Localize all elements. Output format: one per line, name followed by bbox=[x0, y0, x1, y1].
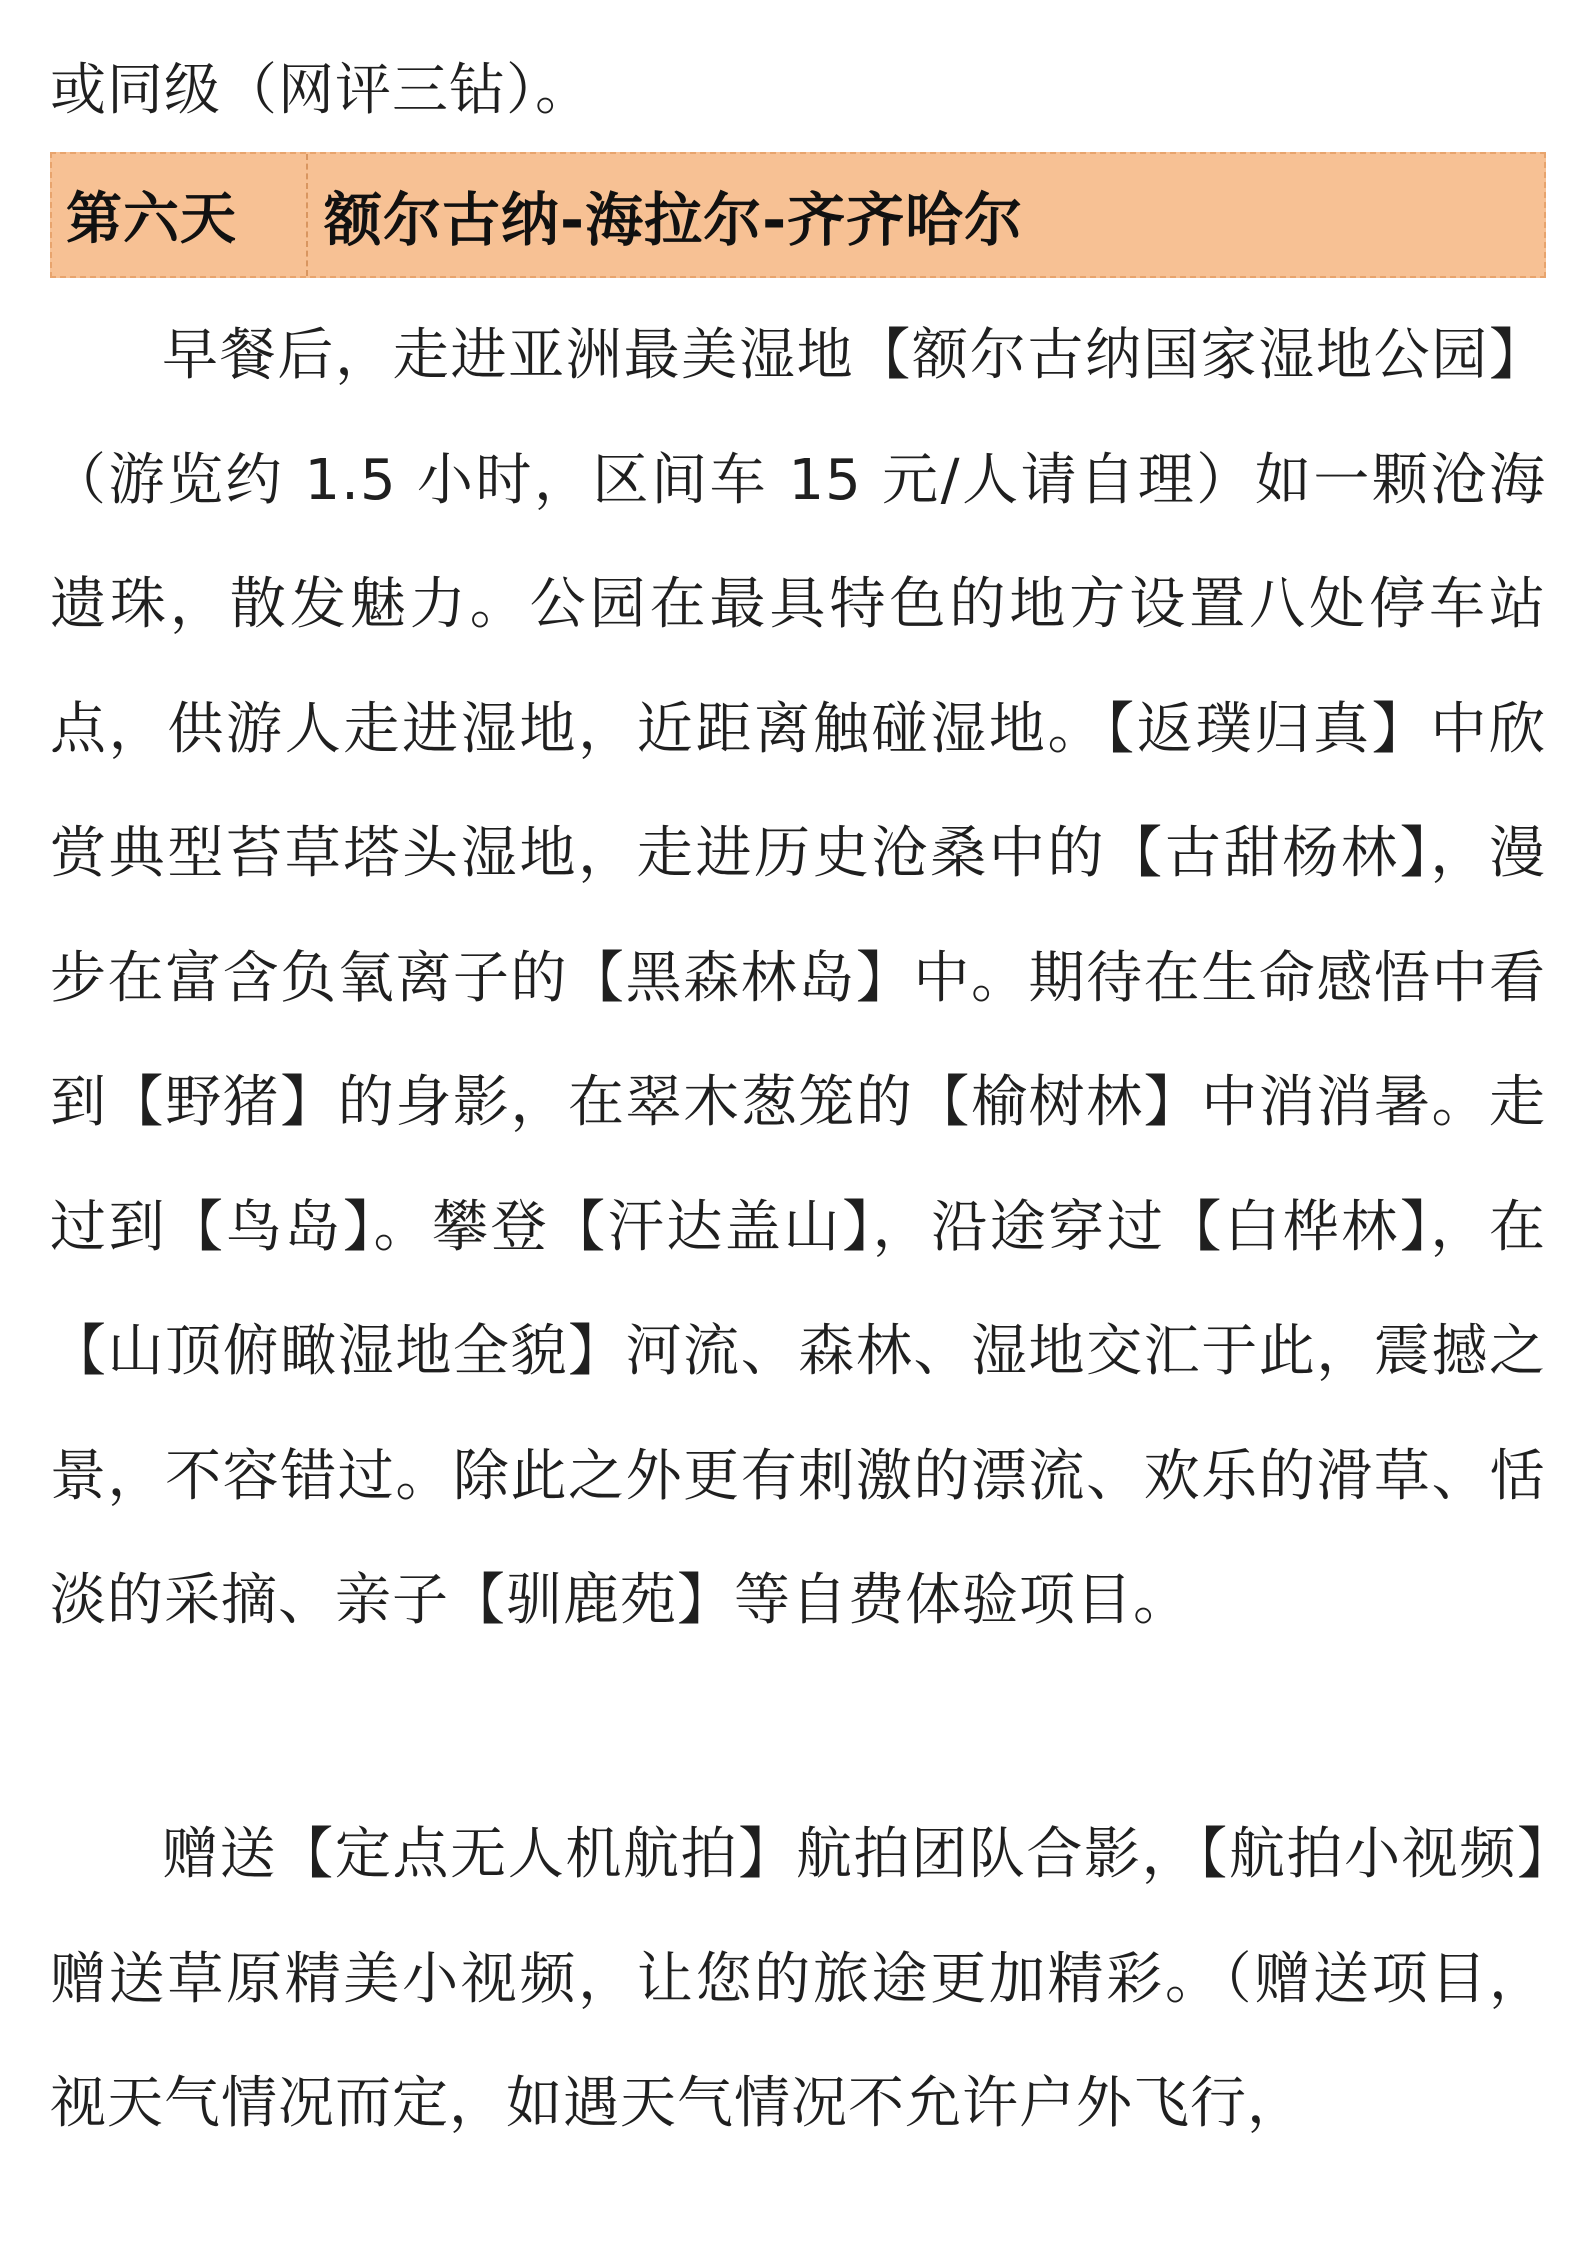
day-route: 额尔古纳-海拉尔-齐齐哈尔 bbox=[324, 186, 1024, 254]
gift-paragraph: 赠送【定点无人机航拍】航拍团队合影，【航拍小视频】赠送草原精美小视频，让您的旅途更加精彩。（赠送项目，视天气情况而定，如遇天气情况不允许户外飞行， bbox=[50, 1822, 1546, 2136]
itinerary-paragraph: 早餐后，走进亚洲最美湿地【额尔古纳国家湿地公园】（游览约 1.5 小时，区间车 15 元/人请自理）如一颗沧海遗珠，散发魅力。公园在最具特色的地方设置八处停车站点，供游人走进湿地，近距离触碰湿地。【返璞归真】中欣赏典型苔草塔头湿地，走进历史沧桑中的【古甜杨林】，漫步在富含负氧离子的【黑森林岛】中。期待在生命感悟中看到【野猪】的身影，在翠木葱笼的【榆树林】中消消暑。走过到【鸟岛】。攀登【汗达盖山】，沿途穿过【白桦林】，在【山顶俯瞰湿地全貌】河流、森林、湿地交汇于此，震撼之景，不容错过。除此之外更有刺激的漂流、欢乐的滑草、恬淡的采摘、亲子【驯鹿苑】等自费体验项目。 bbox=[50, 323, 1546, 1633]
intro-text: 或同级（网评三钻）。 bbox=[50, 58, 592, 123]
day-header bbox=[50, 152, 1546, 278]
day-label: 第六天 bbox=[52, 154, 308, 276]
